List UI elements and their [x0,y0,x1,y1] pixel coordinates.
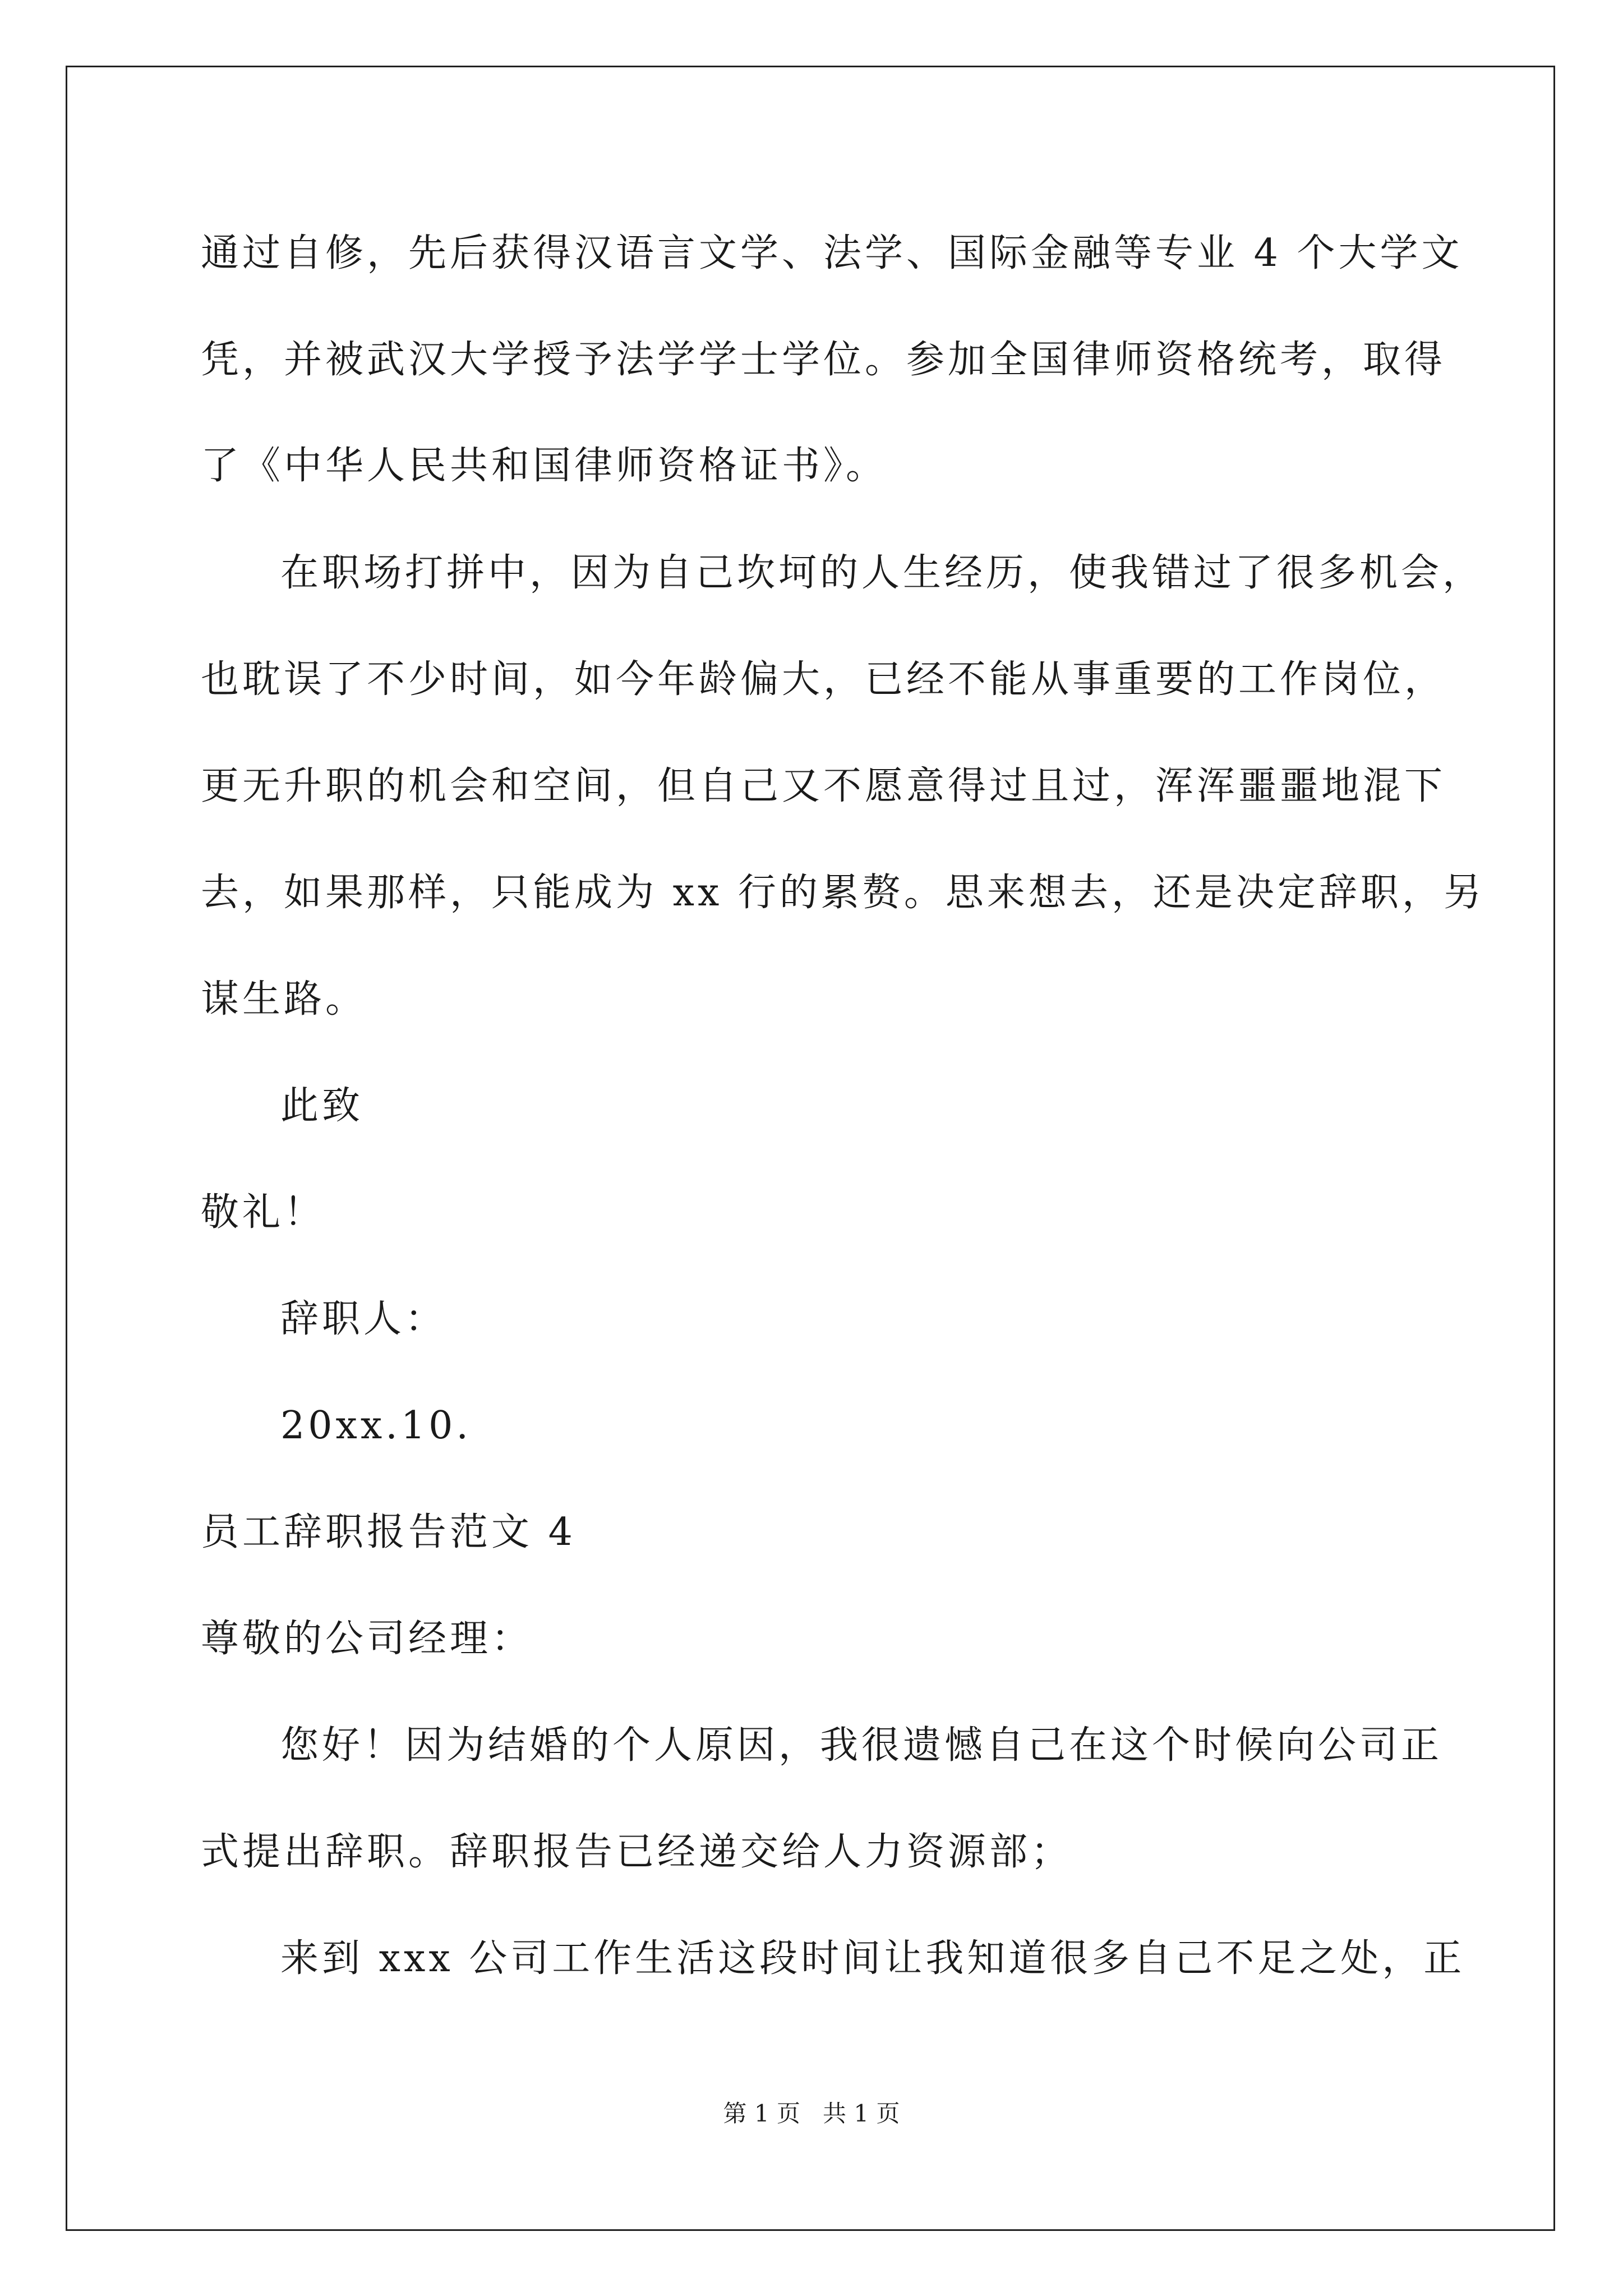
paragraph-line: 式提出辞职。辞职报告已经递交给人力资源部； [201,1830,1073,1874]
closing-salutation: 此致 [280,1084,364,1128]
section-title: 员工辞职报告范文 4 [201,1510,576,1554]
paragraph-line: 去，如果那样，只能成为 xx 行的累赘。思来想去，还是决定辞职，另 [201,871,1485,915]
paragraph-line: 来到 xxx 公司工作生活这段时间让我知道很多自己不足之处，正 [280,1936,1465,1981]
date-line: 20xx.10. [280,1404,472,1448]
page-footer: 第 1 页 共 1 页 [723,2100,900,2127]
paragraph-line: 了《中华人民共和国律师资格证书》。 [201,444,888,488]
paragraph-line: 通过自修，先后获得汉语言文学、法学、国际金融等专业 4 个大学文 [201,231,1463,275]
paragraph-line: 谋生路。 [201,977,367,1022]
paragraph-line: 更无升职的机会和空间，但自己又不愿意得过且过，浑浑噩噩地混下 [201,764,1446,808]
greeting: 尊敬的公司经理： [201,1617,533,1661]
paragraph-line: 在职场打拼中，因为自己坎坷的人生经历，使我错过了很多机会， [280,551,1484,595]
paragraph-line: 您好！因为结婚的个人原因，我很遗憾自己在这个时候向公司正 [280,1723,1443,1768]
paragraph-line: 凭，并被武汉大学授予法学学士学位。参加全国律师资格统考，取得 [201,338,1446,382]
page-border [66,66,1555,2231]
signature-label: 辞职人： [280,1297,447,1341]
closing-regards: 敬礼！ [201,1190,326,1235]
paragraph-line: 也耽误了不少时间，如今年龄偏大，已经不能从事重要的工作岗位， [201,657,1446,702]
